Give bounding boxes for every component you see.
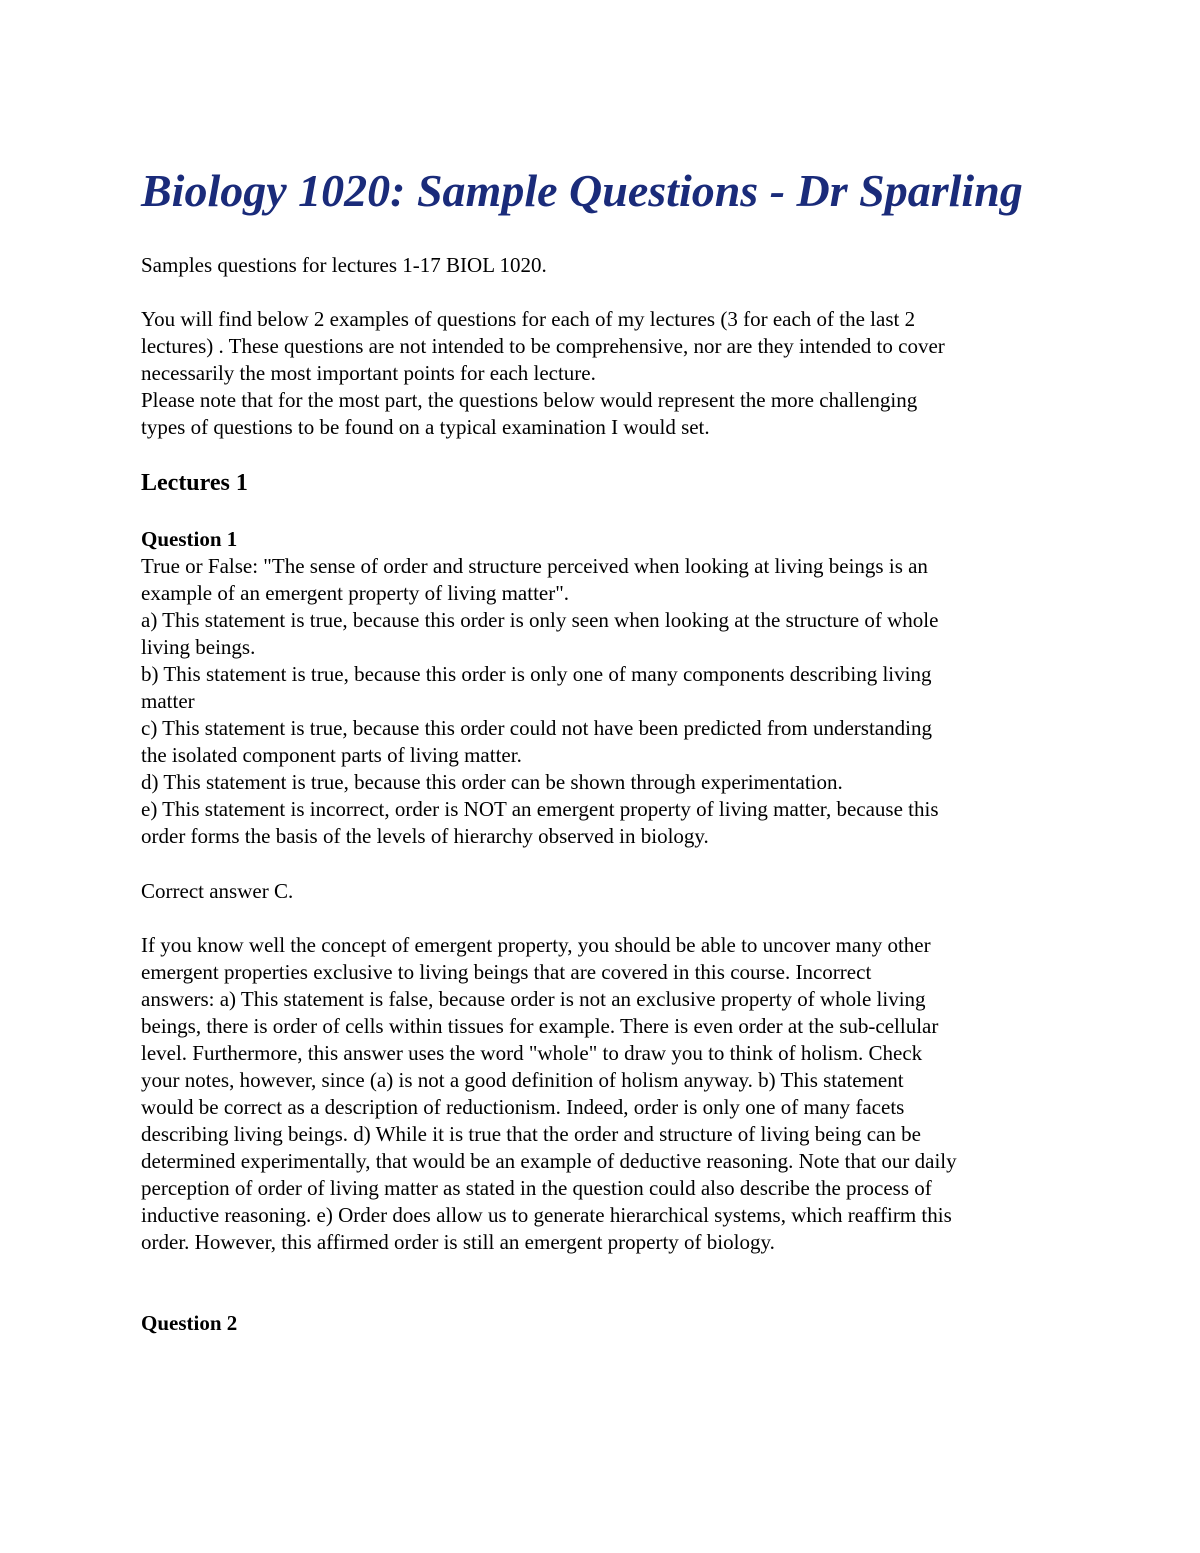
question-2-heading: Question 2 (141, 1311, 238, 1335)
option-d: d) This statement is true, because this order can be shown through experimentation. (141, 770, 843, 794)
explanation-paragraph (141, 932, 1061, 1256)
intro-line: You will find below 2 examples of questions for each of my lectures (3 for each of the last 2 (141, 307, 916, 331)
explanation-line: beings, there is order of cells within tissues for example. There is even order at the sub-cellular (141, 1014, 939, 1038)
explanation-line: inductive reasoning. e) Order does allow us to generate hierarchical systems, which reaffirm this (141, 1203, 952, 1227)
option-b: b) This statement is true, because this order is only one of many components describing living (141, 662, 932, 686)
intro-paragraph (141, 306, 1061, 441)
option-a-cont: living beings. (141, 635, 256, 659)
explanation-line: perception of order of living matter as stated in the question could also describe the process of (141, 1176, 932, 1200)
explanation-line: order. However, this affirmed order is still an emergent property of biology. (141, 1230, 775, 1254)
explanation-line: describing living beings. d) While it is true that the order and structure of living being can be (141, 1122, 921, 1146)
explanation-line: determined experimentally, that would be an example of deductive reasoning. Note that our daily (141, 1149, 957, 1173)
question-1-heading: Question 1 (141, 527, 238, 551)
explanation-line: If you know well the concept of emergent property, you should be able to uncover many other (141, 933, 931, 957)
option-a: a) This statement is true, because this order is only seen when looking at the structure of whole (141, 608, 939, 632)
explanation-line: answers: a) This statement is false, because order is not an exclusive property of whole living (141, 987, 926, 1011)
subtitle: Samples questions for lectures 1-17 BIOL 1020. (141, 253, 547, 277)
option-e: e) This statement is incorrect, order is NOT an emergent property of living matter, because this (141, 797, 939, 821)
option-c-cont: the isolated component parts of living matter. (141, 743, 522, 767)
option-c: c) This statement is true, because this order could not have been predicted from understanding (141, 716, 932, 740)
question-1-body (141, 553, 1061, 850)
intro-line: Please note that for the most part, the questions below would represent the more challenging (141, 388, 918, 412)
question-line: example of an emergent property of living matter". (141, 581, 570, 605)
document-title: Biology 1020: Sample Questions - Dr Sparling (141, 165, 1023, 216)
correct-answer: Correct answer C. (141, 879, 294, 903)
option-e-cont: order forms the basis of the levels of hierarchy observed in biology. (141, 824, 709, 848)
question-line: True or False: "The sense of order and structure perceived when looking at living beings is an (141, 554, 928, 578)
explanation-line: would be correct as a description of reductionism. Indeed, order is only one of many facets (141, 1095, 905, 1119)
explanation-line: level. Furthermore, this answer uses the word "whole" to draw you to think of holism. Check (141, 1041, 923, 1065)
explanation-line: your notes, however, since (a) is not a good definition of holism anyway. b) This statement (141, 1068, 904, 1092)
intro-line: types of questions to be found on a typical examination I would set. (141, 415, 710, 439)
explanation-line: emergent properties exclusive to living beings that are covered in this course. Incorrect (141, 960, 872, 984)
intro-line: necessarily the most important points for each lecture. (141, 361, 596, 385)
option-b-cont: matter (141, 689, 195, 713)
intro-line: lectures) . These questions are not intended to be comprehensive, nor are they intended to cover (141, 334, 945, 358)
section-heading: Lectures 1 (141, 470, 248, 496)
